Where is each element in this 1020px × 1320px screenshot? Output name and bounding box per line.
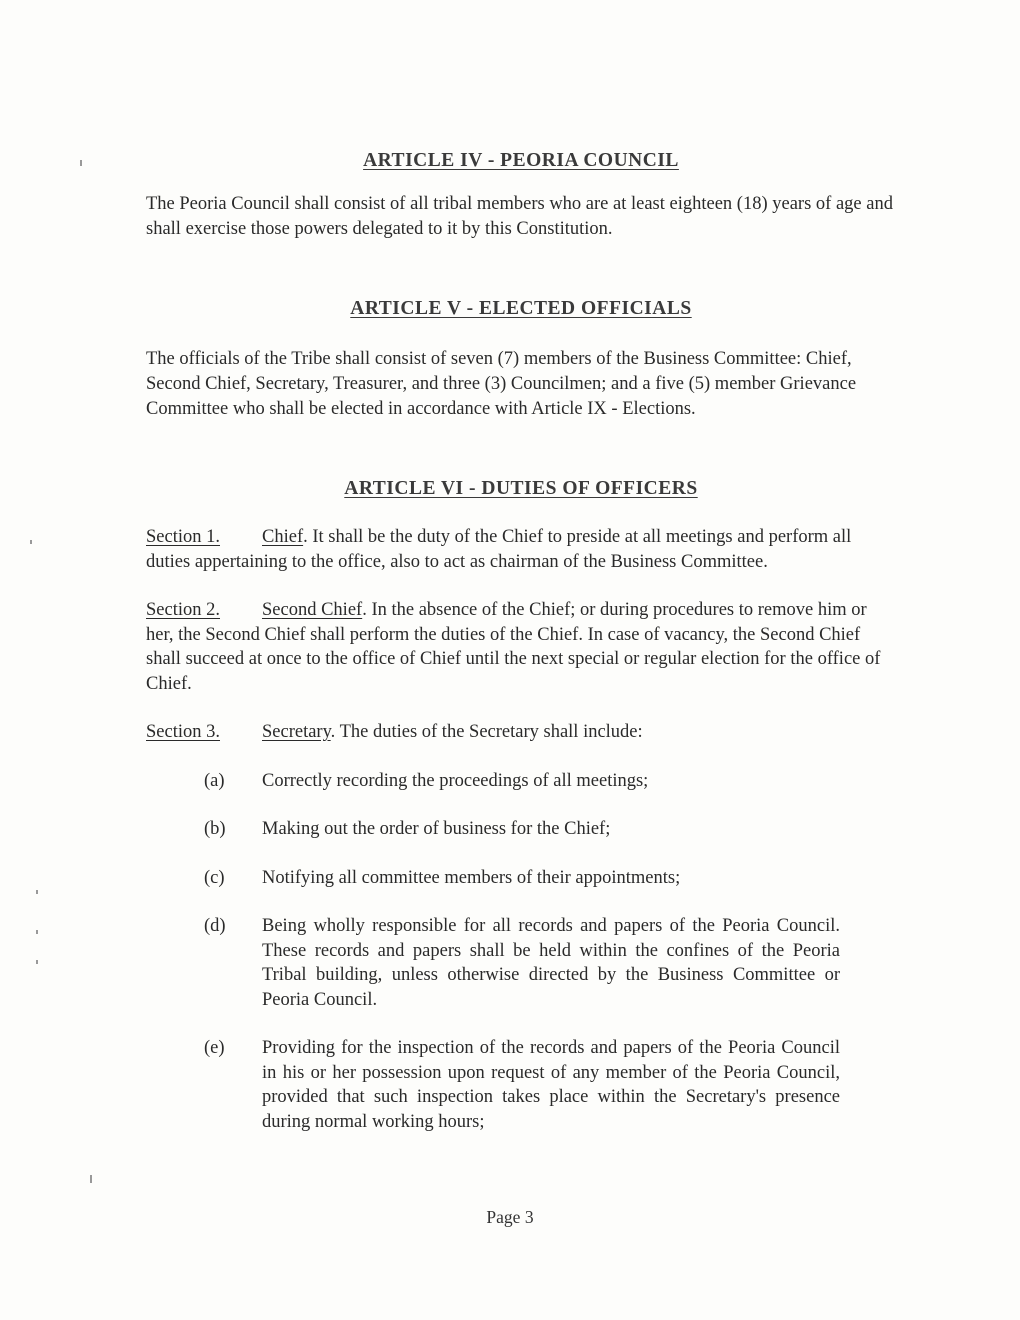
- section-3: [146, 720, 898, 745]
- scan-speck: [30, 540, 32, 544]
- section-2-text: . In the absence of the Chief; or during procedures to remove him or her, the Second Chief shall perform the duties of the Chief. In case of vacancy, the Second Chief shall succeed at once to the office of Chief until the next special or regular election for the office of Chief.: [146, 600, 881, 694]
- section-3-label: Section 3.: [146, 722, 220, 742]
- list-item-letter: (d): [204, 916, 226, 936]
- article-4-heading: ARTICLE IV - PEORIA COUNCIL: [363, 150, 679, 171]
- section-1: [146, 525, 898, 574]
- scan-speck: [36, 890, 38, 894]
- list-item-letter: (e): [204, 1038, 225, 1058]
- document-body: [146, 150, 898, 1158]
- article-5-text: The officials of the Tribe shall consist of seven (7) members of the Business Committee: Chief, Second Chief, Secretary, Treasurer, and three (3) Councilmen; and a five (5) member Grievance Committee who shall be elected in accordance with Article IX - Elections.: [146, 349, 857, 419]
- article-6-heading: ARTICLE VI - DUTIES OF OFFICERS: [344, 478, 698, 499]
- secretary-duties-list: [146, 769, 898, 1135]
- list-item-letter: (b): [204, 819, 226, 839]
- scan-speck: [90, 1175, 92, 1183]
- section-3-title: Secretary: [262, 722, 331, 742]
- section-2-label: Section 2.: [146, 600, 220, 620]
- scan-speck: [36, 930, 38, 934]
- list-item: [146, 866, 898, 891]
- list-item-text: Being wholly responsible for all records and papers of the Peoria Council. These records and papers shall be held within the confines of the Peoria Tribal building, unless otherwise directed by the Business Committee or Peoria Council.: [262, 916, 840, 1010]
- list-item-text: Providing for the inspection of the records and papers of the Peoria Council in his or her possession upon request of any member of the Peoria Council, provided that such inspection takes place within the Secretary's presence during normal working hours;: [262, 1038, 840, 1132]
- scan-speck: [36, 960, 38, 964]
- section-1-label: Section 1.: [146, 527, 220, 547]
- section-2-title: Second Chief: [262, 600, 363, 620]
- article-5-heading: ARTICLE V - ELECTED OFFICIALS: [350, 298, 692, 319]
- list-item: [146, 769, 898, 794]
- section-3-text: . The duties of the Secretary shall include:: [330, 722, 643, 742]
- section-2: [146, 598, 898, 696]
- list-item-text: Notifying all committee members of their appointments;: [262, 867, 681, 888]
- list-item-text: Correctly recording the proceedings of all meetings;: [262, 770, 649, 791]
- list-item: [146, 817, 898, 842]
- scan-speck: [80, 160, 82, 166]
- section-1-text: . It shall be the duty of the Chief to preside at all meetings and perform all duties appertaining to the office, also to act as chairman of the Business Committee.: [146, 527, 852, 572]
- list-item-letter: (c): [204, 867, 225, 888]
- list-item: [146, 914, 898, 1012]
- list-item-letter: (a): [204, 770, 225, 791]
- list-item: [146, 1036, 898, 1134]
- article-4-text: The Peoria Council shall consist of all tribal members who are at least eighteen (18) years of age and shall exercise those powers delegated to it by this Constitution.: [146, 194, 893, 239]
- section-1-title: Chief: [262, 527, 304, 547]
- page-number: Page 3: [486, 1207, 534, 1227]
- list-item-text: Making out the order of business for the Chief;: [262, 819, 611, 839]
